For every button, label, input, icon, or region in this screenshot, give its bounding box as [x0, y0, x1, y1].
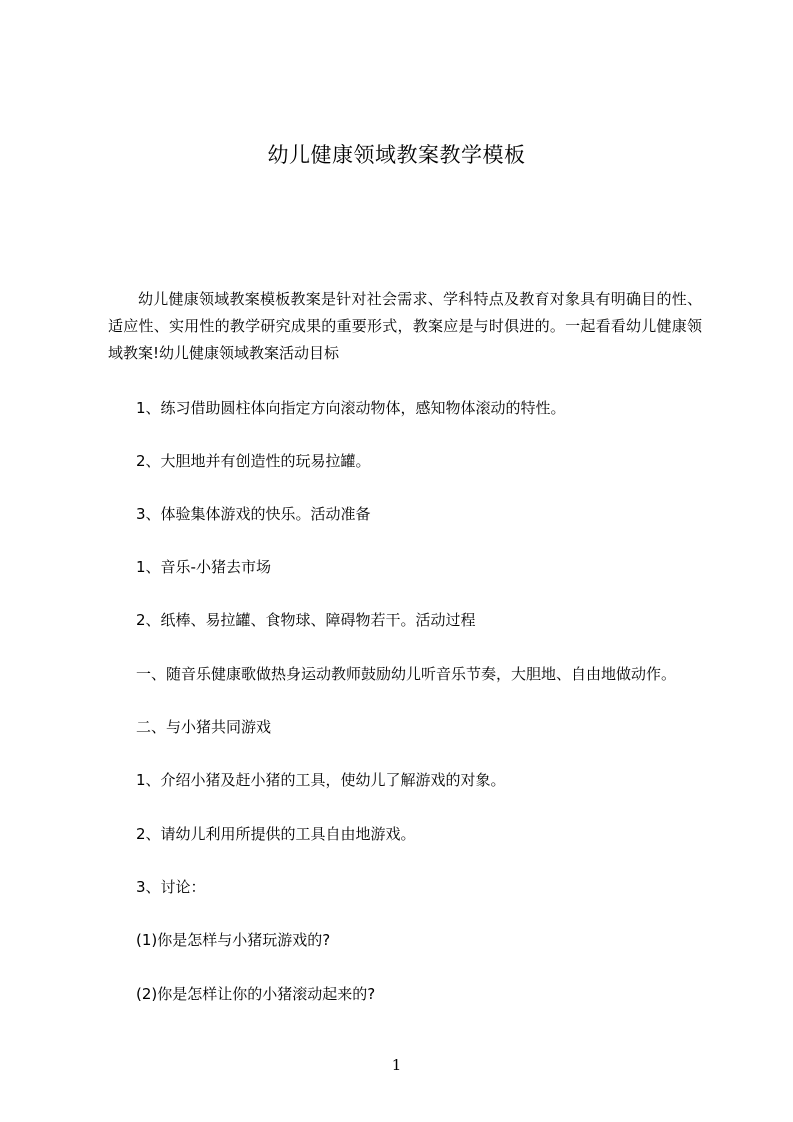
- intro-paragraph: 幼儿健康领域教案模板教案是针对社会需求、学科特点及教育对象具有明确目的性、适应性、实用性的教学研究成果的重要形式，教案应是与时俱进的。一起看看幼儿健康领域教案!幼儿健康领域教案活动目标: [108, 290, 702, 362]
- preparation-2: 2、纸棒、易拉罐、食物球、障碍物若干。活动过程: [136, 611, 476, 629]
- objective-3: 3、体验集体游戏的快乐。活动准备: [136, 505, 371, 523]
- process-step-2: 二、与小猪共同游戏: [136, 718, 272, 736]
- process-substep-1: 1、介绍小猪及赶小猪的工具，使幼儿了解游戏的对象。: [136, 771, 506, 789]
- objective-1: 1、练习借助圆柱体向指定方向滚动物体，感知物体滚动的特性。: [136, 399, 566, 417]
- preparation-1: 1、音乐-小猪去市场: [136, 558, 271, 576]
- objective-2: 2、大胆地并有创造性的玩易拉罐。: [136, 452, 371, 470]
- process-step-1: 一、随音乐健康歌做热身运动教师鼓励幼儿听音乐节奏，大胆地、自由地做动作。: [136, 665, 677, 683]
- process-substep-2: 2、请幼儿利用所提供的工具自由地游戏。: [136, 825, 416, 843]
- discussion-question-2: (2)你是怎样让你的小猪滚动起来的?: [136, 985, 376, 1003]
- page-number: 1: [391, 1056, 402, 1074]
- discussion-question-1: (1)你是怎样与小猪玩游戏的?: [136, 931, 331, 949]
- document-title: 幼儿健康领域教案教学模板: [267, 143, 526, 167]
- process-substep-3: 3、讨论：: [136, 878, 206, 896]
